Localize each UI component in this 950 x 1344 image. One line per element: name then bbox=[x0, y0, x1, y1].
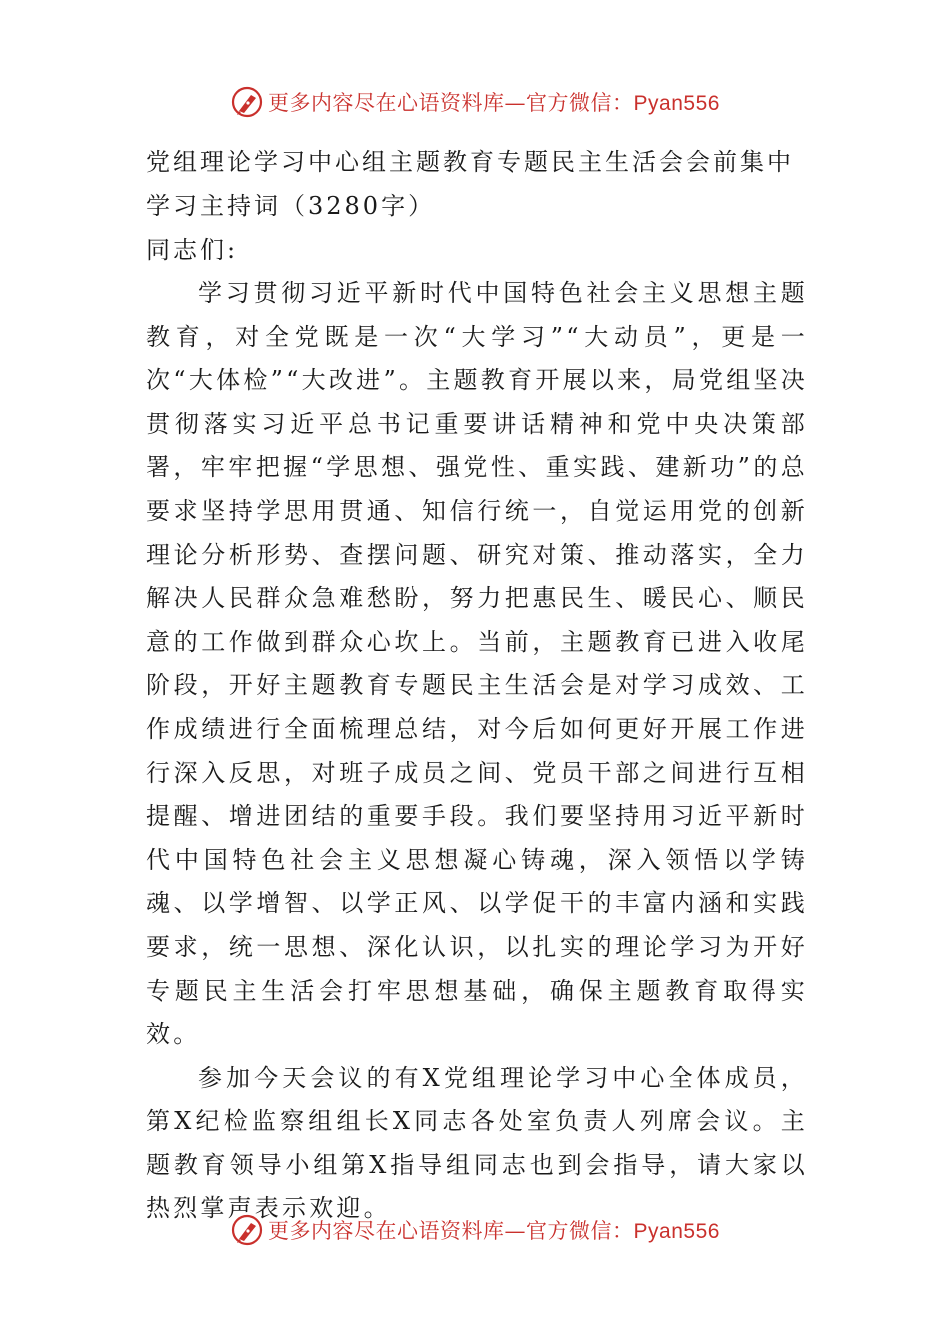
footer-banner-text: 更多内容尽在心语资料库—官方微信：Pyan556 bbox=[268, 1219, 720, 1243]
footer-wechat-id: Pyan556 bbox=[633, 1220, 720, 1243]
header-wechat-id: Pyan556 bbox=[633, 92, 720, 115]
header-banner-text: 更多内容尽在心语资料库—官方微信：Pyan556 bbox=[268, 91, 720, 115]
paragraph-1: 学习贯彻习近平新时代中国特色社会主义思想主题教育，对全党既是一次“大学习”“大动员”，更是一次“大体检”“大改进”。主题教育开展以来，局党组坚决贯彻落实习近平总书记重要讲话精神和党中央决策部署，牢牢把握“学思想、强党性、重实践、建新功”的总要求坚持学思用贯通、知信行统一，自觉运用党的创新理论分析形势、查摆问题、研究对策、推动落实，全力解决人民群众急难愁盼，努力把惠民生、暖民心、顺民意的工作做到群众心坎上。当前，主题教育已进入收尾阶段，开好主题教育专题民主生活会是对学习成效、工作成绩进行全面梳理总结，对今后如何更好开展工作进行深入反思，对班子成员之间、党员干部之间进行互相提醒、增进团结的重要手段。我们要坚持用习近平新时代中国特色社会主义思想凝心铸魂，深入领悟以学铸魂、以学增智、以学正风、以学促干的丰富内涵和实践要求，统一思想、深化认识，以扎实的理论学习为开好专题民主生活会打牢思想基础，确保主题教育取得实效。 bbox=[146, 279, 808, 1049]
document-title: 党组理论学习中心组主题教育专题民主生活会会前集中学习主持词（3280字） bbox=[146, 148, 794, 220]
salutation: 同志们: bbox=[146, 236, 239, 264]
header-banner bbox=[0, 82, 950, 122]
pen-nib-logo-icon bbox=[230, 1213, 264, 1247]
document-body bbox=[146, 140, 808, 1231]
paragraph-2: 参加今天会议的有X党组理论学习中心全体成员，第X纪检监察组组长X同志各处室负责人列席会议。主题教育领导小组第X指导组同志也到会指导，请大家以热烈掌声表示欢迎。 bbox=[146, 1063, 808, 1223]
footer-banner bbox=[0, 1210, 950, 1250]
pen-nib-logo-icon bbox=[230, 85, 264, 119]
